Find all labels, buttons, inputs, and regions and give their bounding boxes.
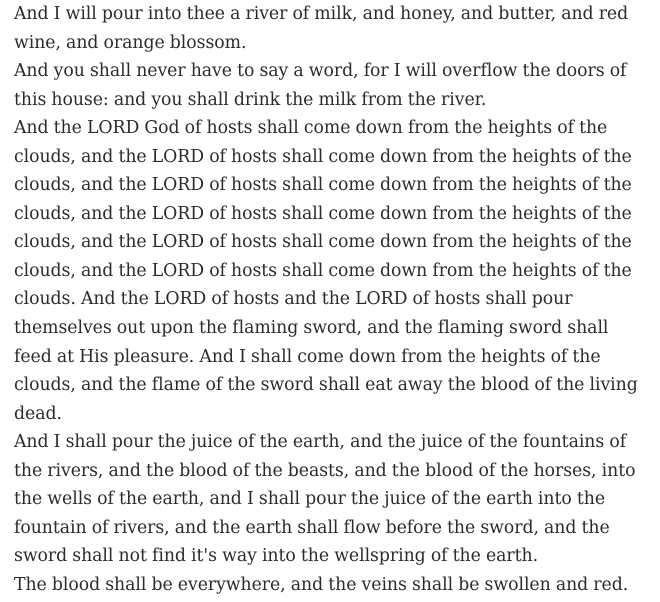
- paragraph-river-of-milk: And I will pour into thee a river of milk, and honey, and butter, and red wine, and orange blossom.: [14, 4, 629, 53]
- paragraph-juice-of-earth: And I shall pour the juice of the earth, and the juice of the fountains of the rivers, and the blood of the beasts, and the blood of the horses, into the wells of the earth, and I shall pour the juice of the earth into the fountain of rivers, and the earth shall flow before the sword, and the sword shall not find it's way into the wellspring of the earth.: [14, 432, 636, 567]
- paragraph-lord-of-hosts: And the LORD God of hosts shall come down from the heights of the clouds, and the LORD of hosts shall come down from the heights of the clouds, and the LORD of hosts shall come down from the heights of the clouds, and the LORD of hosts shall come down from the heights of the clouds, and the LORD of hosts shall come down from the heights of the clouds, and the LORD of hosts shall come down from the heights of the clouds. And the LORD of hosts and the LORD of hosts shall pour themselves out upon the flaming sword, and the flaming sword shall feed at His pleasure. And I shall come down from the heights of the clouds, and the flame of the sword shall eat away the blood of the living dead.: [14, 118, 638, 424]
- paragraph-blood-everywhere: The blood shall be everywhere, and the veins shall be swollen and red.: [14, 574, 629, 595]
- paragraph-overflow-doors: And you shall never have to say a word, for I will overflow the doors of this house: and you shall drink the milk from the river.: [14, 61, 627, 110]
